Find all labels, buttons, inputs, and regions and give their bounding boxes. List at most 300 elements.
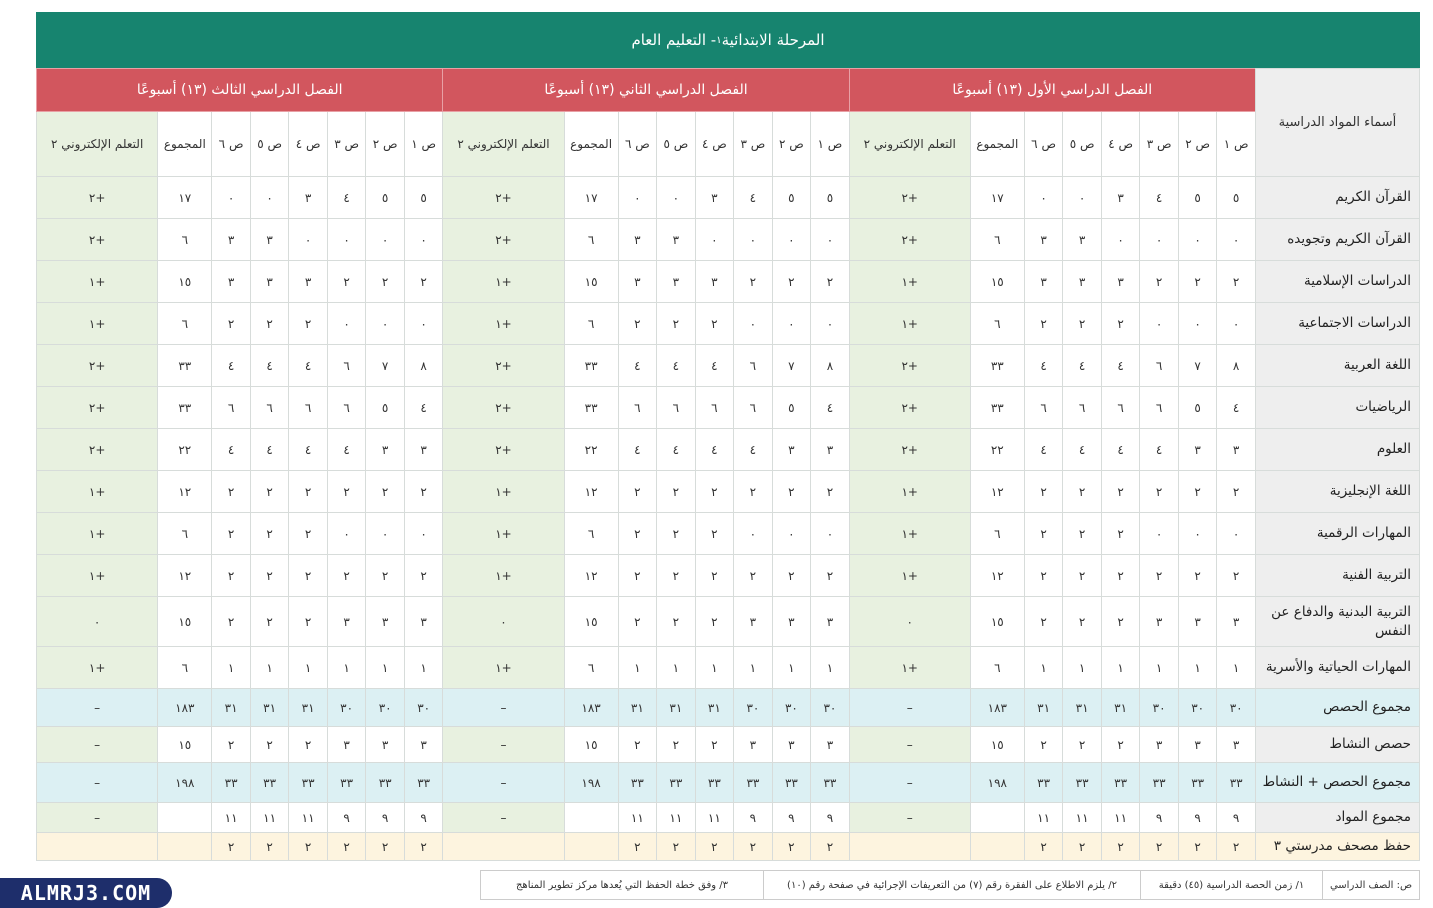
period-count-cell: ٣٠ [327,689,366,727]
period-count-cell: ٢ [1178,833,1217,861]
period-count-cell: ٤ [1140,177,1179,219]
period-count-cell: ٦ [327,387,366,429]
period-count-cell: ٣١ [1101,689,1140,727]
period-count-cell: ١ [404,647,443,689]
e-learning-cell: ٠ [443,597,564,647]
period-count-cell: ٣٠ [404,689,443,727]
footnote-3: ٢/ يلزم الاطلاع على الفقرة رقم (٧) من التعريفات الإجرائية في صفحة رقم (١٠) [763,871,1140,899]
total-cell [158,833,212,861]
e-learning-cell: – [37,803,158,833]
e-learning-cell: +٢ [37,345,158,387]
period-count-cell: ١١ [1024,803,1063,833]
total-cell: ٦ [970,303,1024,345]
period-count-cell: ٢ [1063,833,1102,861]
period-count-cell: ٤ [811,387,850,429]
total-cell: ١٥ [158,597,212,647]
subject-name: العلوم [1255,429,1419,471]
period-count-cell: ٦ [250,387,289,429]
total-cell: ٣٣ [158,345,212,387]
total-cell [970,833,1024,861]
period-count-cell: ٣٠ [1140,689,1179,727]
e-learning-cell: +١ [443,261,564,303]
period-count-cell: ٢ [289,597,328,647]
period-count-cell: ٩ [772,803,811,833]
period-count-cell: ٢ [618,555,657,597]
period-count-cell: ٣ [1217,597,1256,647]
subject-row [37,597,1420,647]
period-count-cell: ٠ [772,303,811,345]
period-count-cell: ٣٣ [1101,763,1140,803]
subject-name: مجموع الحصص [1255,689,1419,727]
period-count-cell: ٣ [366,727,405,763]
period-count-cell: ٣١ [1024,689,1063,727]
total-cell: ١٥ [970,261,1024,303]
grade-column-header: ص ٦ [618,112,657,177]
period-count-cell: ١١ [1063,803,1102,833]
period-count-cell: ٤ [695,429,734,471]
period-count-cell: ٣ [327,727,366,763]
period-count-cell: ١ [1101,647,1140,689]
period-count-cell: ٣١ [618,689,657,727]
period-count-cell: ٠ [772,219,811,261]
period-count-cell: ٤ [327,429,366,471]
period-count-cell: ٦ [618,387,657,429]
period-count-cell: ٢ [657,597,696,647]
period-count-cell: ٣ [734,597,773,647]
total-cell: ١٢ [158,555,212,597]
total-column-header: المجموع [970,112,1024,177]
subject-row [37,177,1420,219]
period-count-cell: ١١ [695,803,734,833]
period-count-cell: ٨ [811,345,850,387]
period-count-cell: ٦ [1140,387,1179,429]
period-count-cell: ٣ [1140,727,1179,763]
footnote-1: ص: الصف الدراسي [1322,871,1419,899]
e-learning-cell: +٢ [37,177,158,219]
period-count-cell: ٤ [1024,429,1063,471]
period-count-cell: ٢ [289,471,328,513]
total-cell: ١٩٨ [564,763,618,803]
period-count-cell: ٣ [212,219,251,261]
period-count-cell: ١ [695,647,734,689]
period-count-cell: ٧ [366,345,405,387]
total-cell: ١٢ [564,555,618,597]
period-count-cell: ٣ [1178,727,1217,763]
period-count-cell: ٢ [250,727,289,763]
period-count-cell: ٤ [657,345,696,387]
period-count-cell: ١ [618,647,657,689]
subject-row [37,345,1420,387]
period-count-cell: ١ [250,647,289,689]
period-count-cell: ٤ [618,429,657,471]
period-count-cell: ٢ [1024,597,1063,647]
period-count-cell: ٠ [1063,177,1102,219]
period-count-cell: ٢ [811,833,850,861]
total-cell [564,833,618,861]
total-cell: ٣٣ [158,387,212,429]
subject-row [37,429,1420,471]
period-count-cell: ٣٣ [289,763,328,803]
period-count-cell: ٢ [811,261,850,303]
period-count-cell: ٢ [250,303,289,345]
total-cell: ٦ [564,303,618,345]
study-plan-table [36,68,1420,861]
e-learning-cell: – [849,803,970,833]
period-count-cell: ٣ [1178,597,1217,647]
subject-name: التربية البدنية والدفاع عن النفس [1255,597,1419,647]
period-count-cell: ٥ [366,177,405,219]
total-cell: ١٥ [970,727,1024,763]
period-count-cell: ٠ [1217,303,1256,345]
e-learning-cell: +١ [849,303,970,345]
period-count-cell: ٣ [327,597,366,647]
curriculum-plan [36,12,1420,861]
period-count-cell: ٢ [212,471,251,513]
period-count-cell: ٣ [772,597,811,647]
period-count-cell: ٢ [1024,555,1063,597]
period-count-cell: ٣ [404,429,443,471]
period-count-cell: ٣ [366,597,405,647]
e-learning-cell: +١ [849,513,970,555]
subject-row [37,261,1420,303]
e-learning-cell: – [443,689,564,727]
total-cell: ٢٢ [970,429,1024,471]
period-count-cell: ٠ [618,177,657,219]
period-count-cell: ٢ [695,555,734,597]
period-count-cell: ٦ [1024,387,1063,429]
period-count-cell: ٢ [811,471,850,513]
term-header-3: الفصل الدراسي الثالث (١٣) أسبوعًا [37,69,443,112]
period-count-cell: ٤ [212,429,251,471]
total-cell: ١٨٣ [970,689,1024,727]
period-count-cell: ٢ [772,833,811,861]
period-count-cell: ٣٣ [657,763,696,803]
e-learning-cell: +١ [849,471,970,513]
total-cell: ٢٢ [564,429,618,471]
total-cell: ٦ [158,303,212,345]
period-count-cell: ٤ [618,345,657,387]
period-count-cell: ٣٠ [1217,689,1256,727]
period-count-cell: ٢ [1101,471,1140,513]
period-count-cell: ١١ [212,803,251,833]
period-count-cell: ٣٣ [1024,763,1063,803]
period-count-cell: ٠ [734,219,773,261]
period-count-cell: ٢ [618,513,657,555]
period-count-cell: ٠ [772,513,811,555]
period-count-cell: ٢ [695,597,734,647]
period-count-cell: ٢ [1140,555,1179,597]
period-count-cell: ٢ [404,471,443,513]
e-learning-cell: ٠ [37,597,158,647]
period-count-cell: ٠ [734,303,773,345]
period-count-cell: ٢ [657,303,696,345]
e-learning-cell: +١ [443,555,564,597]
period-count-cell: ٣٣ [734,763,773,803]
e-learning-cell: +٢ [849,345,970,387]
period-count-cell: ٣ [1101,261,1140,303]
subject-name: حصص النشاط [1255,727,1419,763]
period-count-cell: ٤ [1217,387,1256,429]
period-count-cell: ١ [1063,647,1102,689]
e-learning-cell: ٠ [849,597,970,647]
e-learning-cell: +١ [37,647,158,689]
period-count-cell: ٣ [772,727,811,763]
period-count-cell: ٩ [1140,803,1179,833]
e-learning-cell: +١ [443,647,564,689]
period-count-cell: ١ [811,647,850,689]
period-count-cell: ٦ [1063,387,1102,429]
period-count-cell: ٤ [404,387,443,429]
subject-column-header: أسماء المواد الدراسية [1255,69,1419,177]
period-count-cell: ٣٣ [404,763,443,803]
period-count-cell: ٢ [250,513,289,555]
page-title [36,12,1420,68]
period-count-cell: ٣١ [250,689,289,727]
period-count-cell: ٢ [657,555,696,597]
period-count-cell: ١١ [618,803,657,833]
period-count-cell: ١ [289,647,328,689]
grade-column-header: ص ٣ [1140,112,1179,177]
period-count-cell: ٤ [289,429,328,471]
e-learning-cell: +٢ [443,219,564,261]
period-count-cell: ٢ [657,727,696,763]
period-count-cell: ٣ [811,597,850,647]
period-count-cell: ٢ [1063,597,1102,647]
period-count-cell: ٢ [1101,727,1140,763]
period-count-cell: ٢ [250,555,289,597]
period-count-cell: ٢ [1063,727,1102,763]
period-count-cell: ٥ [1217,177,1256,219]
period-count-cell: ٢ [289,555,328,597]
period-count-cell: ٢ [734,833,773,861]
period-count-cell: ٠ [657,177,696,219]
total-cell: ١٢ [970,555,1024,597]
period-count-cell: ٣ [250,261,289,303]
e-learning-cell: +٢ [849,387,970,429]
period-count-cell: ٣ [1178,429,1217,471]
period-count-cell: ٢ [1101,555,1140,597]
period-count-cell: ٤ [289,345,328,387]
site-logo[interactable]: ALMRJ3.COM [0,878,172,908]
period-count-cell: ١ [734,647,773,689]
period-count-cell: ٢ [1063,513,1102,555]
period-count-cell: ٦ [1101,387,1140,429]
period-count-cell: ٧ [1178,345,1217,387]
period-count-cell: ٠ [811,219,850,261]
total-cell: ١٢ [564,471,618,513]
title-suffix: - التعليم العام [631,31,717,49]
subject-row [37,513,1420,555]
period-count-cell: ٣١ [695,689,734,727]
period-count-cell: ٦ [695,387,734,429]
period-count-cell: ٣ [1140,597,1179,647]
e-learning-cell: +١ [37,261,158,303]
footnote-2: ١/ زمن الحصة الدراسية (٤٥) دقيقة [1140,871,1322,899]
period-count-cell: ٢ [618,597,657,647]
period-count-cell: ٣٣ [212,763,251,803]
e-learning-cell: – [443,763,564,803]
e-learning-column-header: التعلم الإلكتروني ٢ [37,112,158,177]
period-count-cell: ٢ [1101,597,1140,647]
total-cell: ١٢ [158,471,212,513]
subject-name: الدراسات الإسلامية [1255,261,1419,303]
total-cell: ١٢ [970,471,1024,513]
period-count-cell: ٢ [1063,471,1102,513]
period-count-cell: ٠ [366,513,405,555]
period-count-cell: ٠ [1217,219,1256,261]
period-count-cell: ٣ [695,261,734,303]
period-count-cell: ٣ [618,261,657,303]
period-count-cell: ١ [772,647,811,689]
period-count-cell: ٤ [1063,345,1102,387]
total-cell: ١٨٣ [564,689,618,727]
total-cell: ٣٣ [970,387,1024,429]
period-count-cell: ٥ [404,177,443,219]
period-count-cell: ٢ [1217,261,1256,303]
grade-column-header: ص ٥ [250,112,289,177]
period-count-cell: ٢ [366,555,405,597]
period-count-cell: ٢ [772,555,811,597]
period-count-cell: ٢ [1140,833,1179,861]
period-count-cell: ٣ [695,177,734,219]
period-count-cell: ٢ [1024,303,1063,345]
grade-column-header: ص ٤ [1101,112,1140,177]
e-learning-cell: +٢ [37,387,158,429]
period-count-cell: ١ [1140,647,1179,689]
period-count-cell: ٢ [1101,303,1140,345]
period-count-cell: ٣ [618,219,657,261]
period-count-cell: ٢ [212,597,251,647]
period-count-cell: ٠ [404,513,443,555]
total-cell: ٦ [158,647,212,689]
period-count-cell: ٧ [772,345,811,387]
period-count-cell: ١ [1217,647,1256,689]
period-count-cell: ٢ [1178,471,1217,513]
subject-row [37,727,1420,763]
e-learning-cell: – [37,727,158,763]
period-count-cell: ٣ [811,727,850,763]
grade-column-header: ص ٢ [772,112,811,177]
period-count-cell: ٣ [1217,429,1256,471]
subject-row [37,303,1420,345]
total-column-header: المجموع [158,112,212,177]
period-count-cell: ٩ [1217,803,1256,833]
grade-column-header: ص ٦ [1024,112,1063,177]
period-count-cell: ٤ [1063,429,1102,471]
e-learning-cell: – [849,727,970,763]
footnotes [480,870,1420,900]
period-count-cell: ٨ [404,345,443,387]
period-count-cell: ١ [212,647,251,689]
period-count-cell: ٦ [289,387,328,429]
period-count-cell: ٣ [811,429,850,471]
total-cell: ٦ [970,219,1024,261]
subject-row [37,689,1420,727]
period-count-cell: ٢ [772,471,811,513]
period-count-cell: ٦ [327,345,366,387]
period-count-cell: ٣٣ [366,763,405,803]
period-count-cell: ٣٣ [1063,763,1102,803]
e-learning-cell [849,833,970,861]
total-cell: ١٩٨ [158,763,212,803]
term-header-2: الفصل الدراسي الثاني (١٣) أسبوعًا [443,69,849,112]
period-count-cell: ٢ [618,727,657,763]
period-count-cell: ٢ [1024,727,1063,763]
total-cell: ١٨٣ [158,689,212,727]
period-count-cell: ٩ [734,803,773,833]
period-count-cell: ٦ [734,387,773,429]
period-count-cell: ٠ [404,303,443,345]
period-count-cell: ٢ [212,513,251,555]
period-count-cell: ٠ [366,219,405,261]
period-count-cell: ٠ [327,303,366,345]
total-cell: ٣٣ [564,345,618,387]
period-count-cell: ٩ [811,803,850,833]
period-count-cell: ٠ [1140,513,1179,555]
period-count-cell: ٢ [366,471,405,513]
period-count-cell: ٣٣ [250,763,289,803]
total-cell [564,803,618,833]
period-count-cell: ٠ [1101,219,1140,261]
subject-name: الرياضيات [1255,387,1419,429]
period-count-cell: ١ [327,647,366,689]
period-count-cell: ٠ [811,513,850,555]
subject-row [37,763,1420,803]
period-count-cell: ٠ [1140,219,1179,261]
period-count-cell: ٣ [1024,261,1063,303]
period-count-cell: ٠ [1178,303,1217,345]
e-learning-cell: +١ [37,471,158,513]
total-cell: ٦ [970,647,1024,689]
period-count-cell: ٣٣ [695,763,734,803]
period-count-cell: ٣ [772,429,811,471]
e-learning-cell: +١ [37,555,158,597]
period-count-cell: ٢ [250,833,289,861]
period-count-cell: ٥ [366,387,405,429]
period-count-cell: ٠ [1178,219,1217,261]
footnote-4: ٣/ وفق خطة الحفظ التي يُعدها مركز تطوير المناهج [515,879,729,891]
period-count-cell: ٢ [404,261,443,303]
period-count-cell: ٢ [212,303,251,345]
period-count-cell: ٢ [212,555,251,597]
period-count-cell: ٣٠ [366,689,405,727]
period-count-cell: ١١ [250,803,289,833]
grade-column-header: ص ٣ [734,112,773,177]
e-learning-cell: +١ [37,303,158,345]
period-count-cell: ٣ [289,261,328,303]
period-count-cell: ٢ [695,727,734,763]
period-count-cell: ٠ [289,219,328,261]
period-count-cell: ٢ [772,261,811,303]
subject-name: التربية الفنية [1255,555,1419,597]
period-count-cell: ٢ [618,471,657,513]
e-learning-cell: +٢ [849,219,970,261]
grade-column-header: ص ٥ [1063,112,1102,177]
period-count-cell: ٣٣ [618,763,657,803]
period-count-cell: ٢ [657,833,696,861]
period-count-cell: ٣ [1101,177,1140,219]
period-count-cell: ٦ [657,387,696,429]
total-cell: ٣٣ [970,345,1024,387]
period-count-cell: ٩ [327,803,366,833]
period-count-cell: ٢ [289,303,328,345]
e-learning-cell: +٢ [443,429,564,471]
period-count-cell: ١ [1178,647,1217,689]
e-learning-cell: +١ [443,303,564,345]
period-count-cell: ٢ [404,833,443,861]
e-learning-cell: – [37,689,158,727]
subject-row [37,647,1420,689]
